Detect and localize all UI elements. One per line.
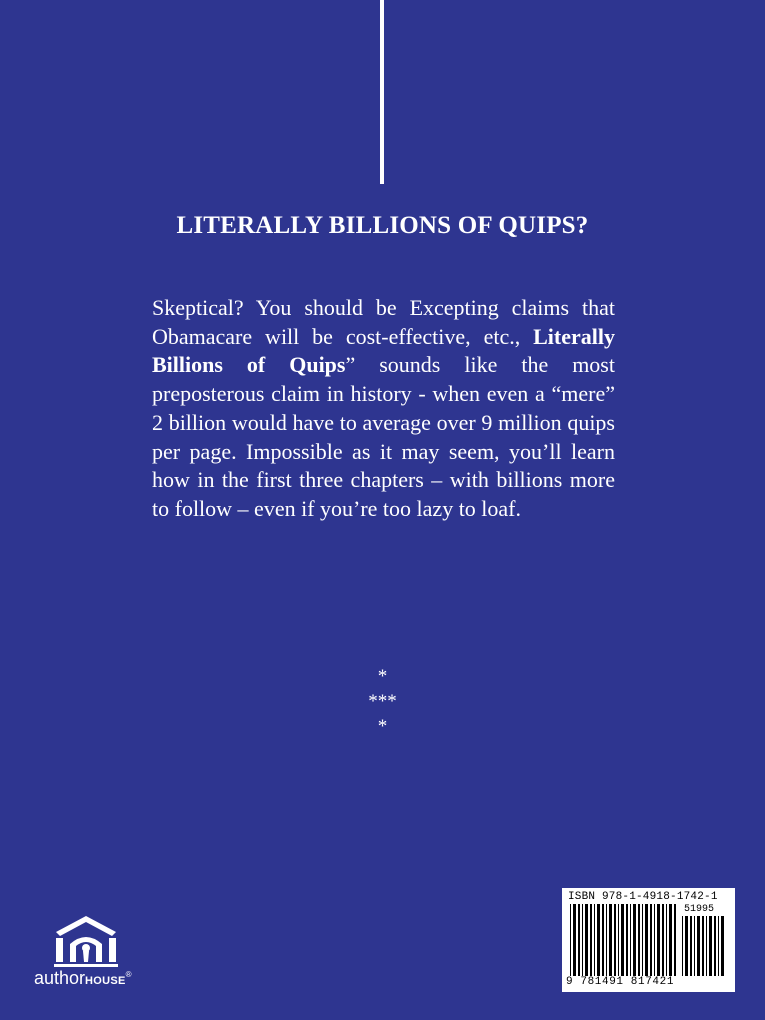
barcode-bar xyxy=(669,904,672,976)
spine-divider-line xyxy=(380,0,384,184)
blurb-book-title: Literally Billions of Quips xyxy=(152,323,615,378)
barcode-bar xyxy=(718,916,719,976)
barcode-bar xyxy=(618,904,619,976)
barcode-bar xyxy=(606,904,607,976)
barcode-bar xyxy=(685,916,688,976)
barcode-bar xyxy=(662,904,664,976)
blurb-rest: ” sounds like the most preposterous claim in history - when even a “mere” 2 billion would have to average over 9 million quips per page. Impossible as it may seem, you’ll learn how in the first three chapters – with billions more to follow – even if you’re too lazy to loaf. xyxy=(152,352,615,521)
ornament-line-1: * xyxy=(377,666,388,687)
barcode-bar xyxy=(594,904,595,976)
isbn-label: ISBN 978-1-4918-1742-1 xyxy=(568,891,718,903)
publisher-wordmark xyxy=(34,968,132,989)
barcode-bar xyxy=(714,916,716,976)
barcode-bar xyxy=(573,904,576,976)
blurb-intro: Skeptical? You should be Excepting claims that Obamacare will be cost-effective, etc., xyxy=(152,295,615,349)
barcode-bar xyxy=(697,916,700,976)
barcode-bar xyxy=(609,904,612,976)
price-addon-bars xyxy=(682,916,728,976)
barcode-bar xyxy=(633,904,636,976)
registered-mark: ® xyxy=(125,970,132,979)
barcode-bar xyxy=(630,904,631,976)
barcode-bar xyxy=(570,904,571,976)
asterisk-ornament xyxy=(0,664,765,739)
barcode-bar xyxy=(709,916,712,976)
ornament-line-3: * xyxy=(377,716,388,737)
barcode-bar xyxy=(682,916,683,976)
barcode-bar xyxy=(706,916,707,976)
barcode-bar xyxy=(621,904,624,976)
barcode-bar xyxy=(650,904,652,976)
back-cover-title: LITERALLY BILLIONS OF QUIPS? xyxy=(176,212,589,239)
back-cover-blurb xyxy=(152,294,615,524)
barcode-bar xyxy=(702,916,704,976)
barcode-bar xyxy=(590,904,592,976)
ornament-line-2: *** xyxy=(368,691,397,712)
barcode-bar xyxy=(642,904,643,976)
isbn-barcode xyxy=(562,888,735,992)
barcode-bar xyxy=(638,904,640,976)
barcode-bar xyxy=(597,904,600,976)
barcode-bar xyxy=(626,904,628,976)
barcode-bar xyxy=(690,916,692,976)
ean-barcode-bars xyxy=(570,904,678,976)
barcode-bar xyxy=(578,904,580,976)
barcode-bar xyxy=(721,916,724,976)
barcode-digits: 9 781491 817421 xyxy=(566,976,675,988)
barcode-bar xyxy=(694,916,695,976)
barcode-bar xyxy=(645,904,648,976)
barcode-bar xyxy=(602,904,604,976)
barcode-bar xyxy=(657,904,660,976)
barcode-bar xyxy=(674,904,676,976)
barcode-bar xyxy=(666,904,667,976)
barcode-bar xyxy=(614,904,616,976)
barcode-bar xyxy=(582,904,583,976)
publisher-name-author: author xyxy=(34,968,86,988)
barcode-bar xyxy=(654,904,655,976)
price-code: 51995 xyxy=(684,904,715,915)
barcode-bar xyxy=(585,904,588,976)
publisher-name-house: HOUSE xyxy=(85,975,126,987)
